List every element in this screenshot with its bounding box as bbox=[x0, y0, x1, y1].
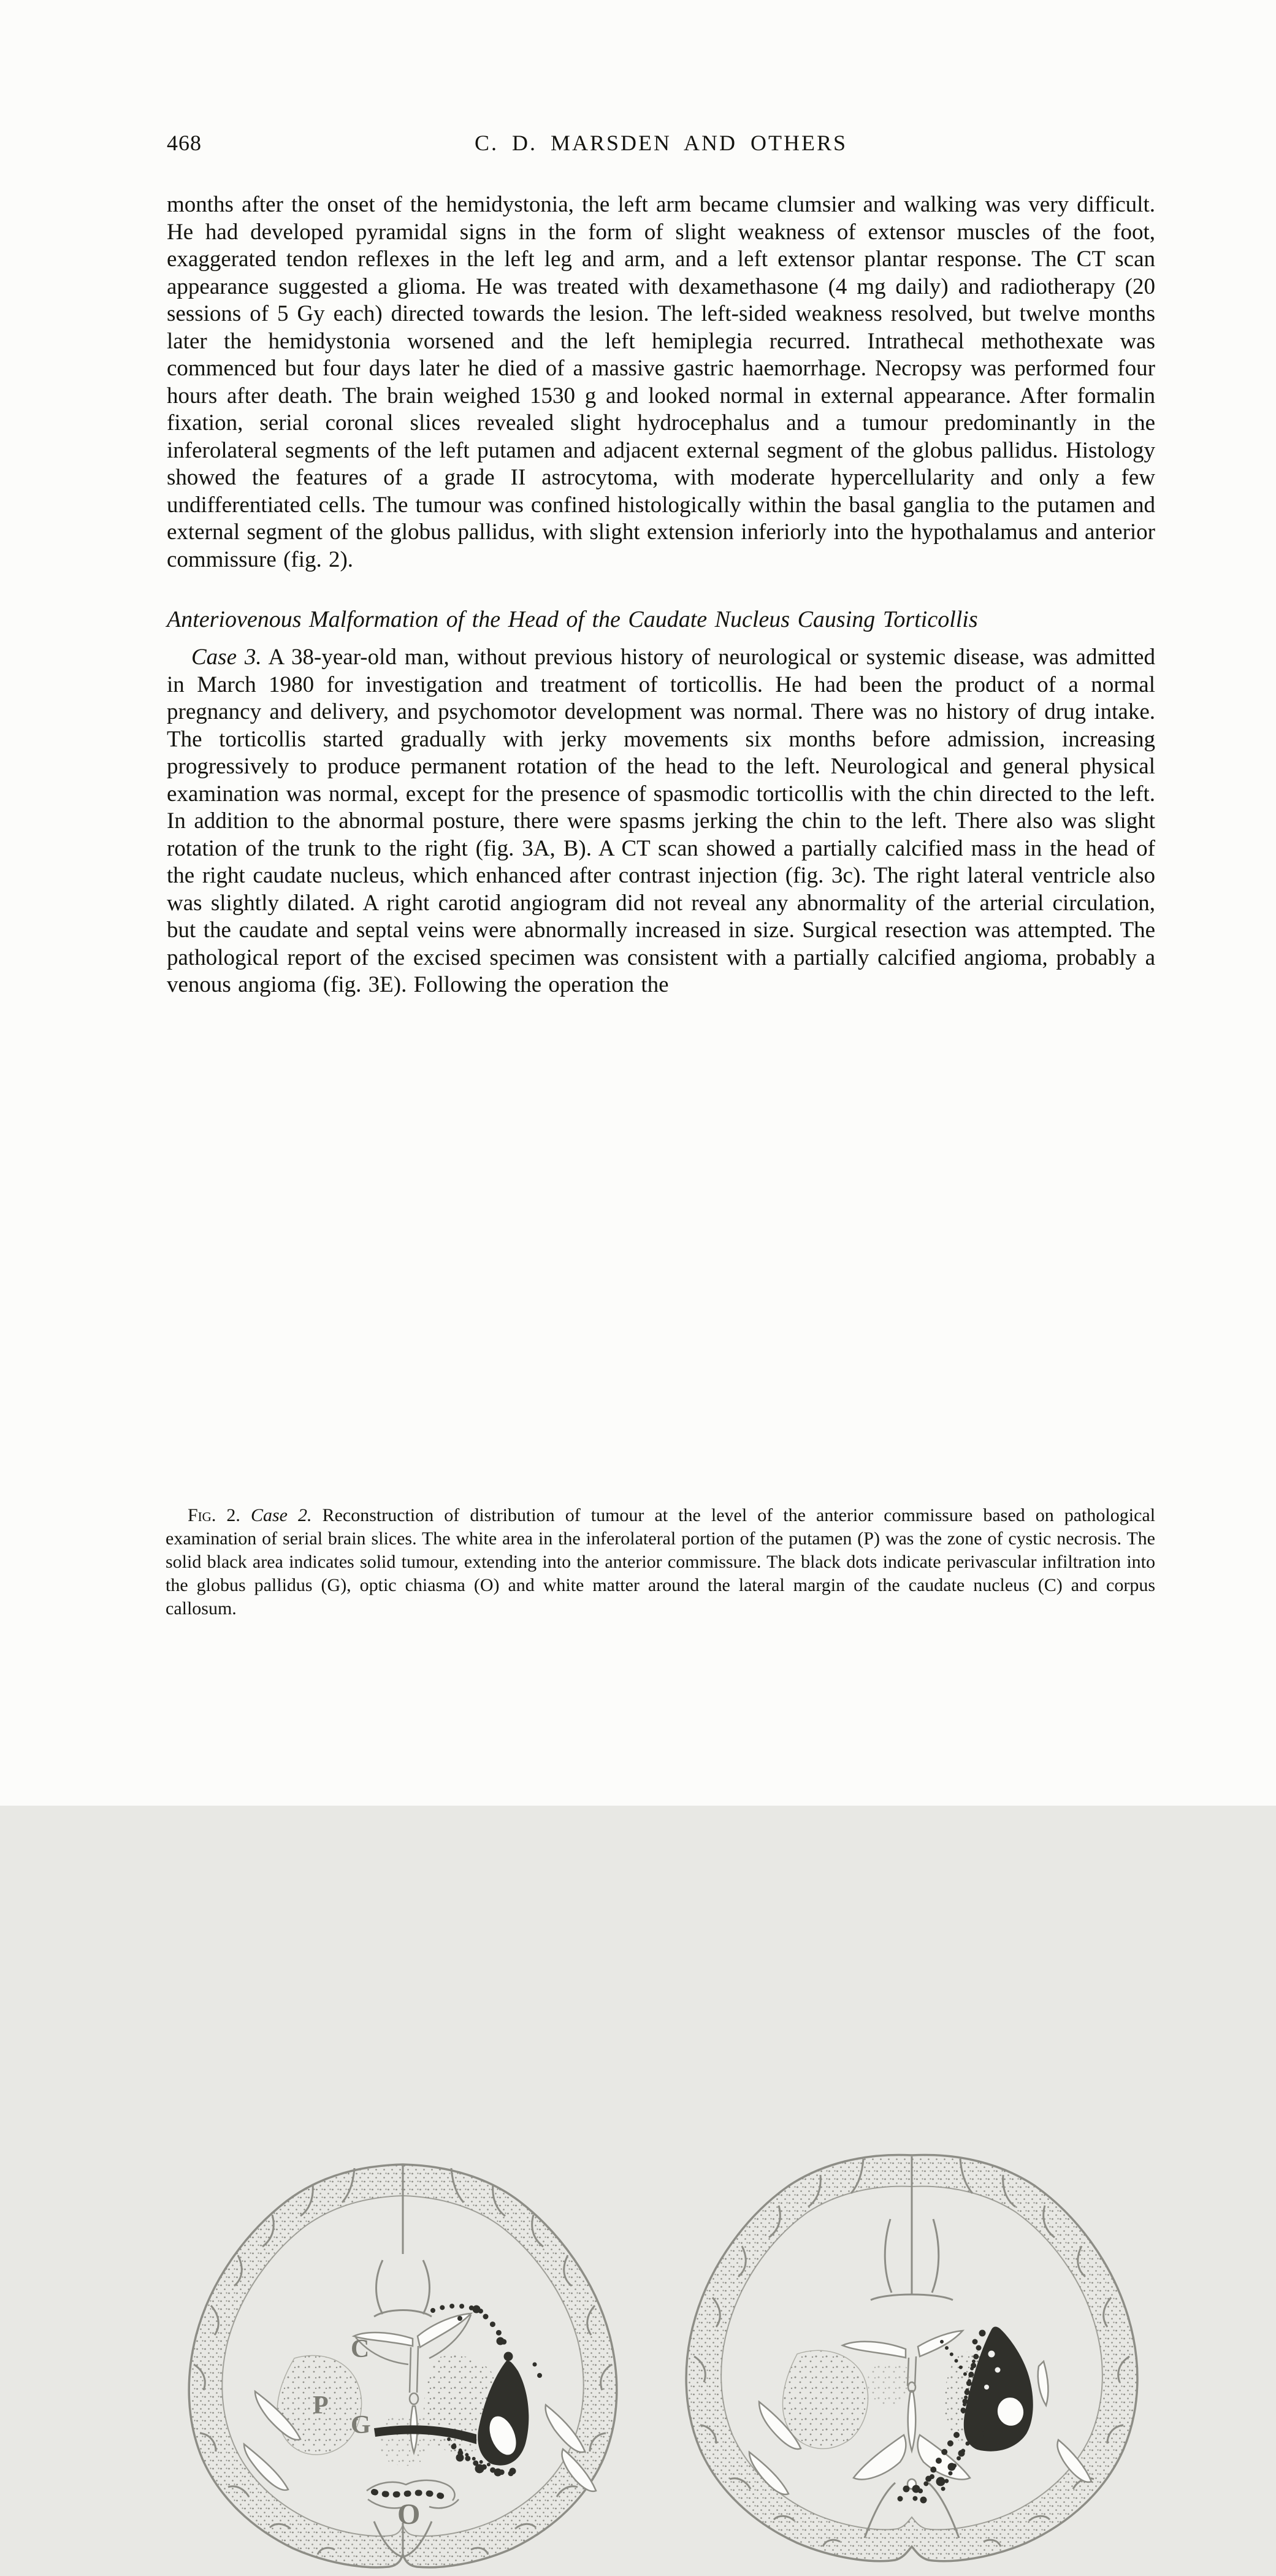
caption-text: Reconstruction of distribution of tumour at the level of the anterior commissure based on pathological examination of serial brain slices. The white area in the inferolateral portion of the putamen (P) was the zone of cystic necrosis. The solid black area indicates solid tumour, extending into the anterior commissure. The black dots indicate perivascular infiltration into the globus pallidus (G), optic chiasma (O) and white matter around the lateral margin of the caudate nucleus (C) and corpus callosum. bbox=[166, 1505, 1156, 1619]
label-globus-pallidus: G bbox=[351, 2411, 371, 2439]
label-optic-chiasma: O bbox=[397, 2498, 421, 2531]
paragraph-case3 bbox=[167, 644, 1155, 999]
figure-2-caption bbox=[166, 1504, 1155, 1620]
running-head: C. D. MARSDEN AND OTHERS bbox=[474, 131, 848, 155]
brain-section-right-drawing bbox=[668, 2145, 1153, 2576]
thalamus-stipple bbox=[381, 2415, 434, 2466]
case3-label: Case 3. bbox=[191, 645, 262, 670]
case3-text: A 38-year-old man, without previous history of neurological or systemic disease, was admitted in March 1980 for investigation and treatment of torticollis. He had been the product of a normal pregnancy and delivery, and psychomotor development was normal. There was no history of drug intake. The torticollis started gradually with jerky movements six months before admission, increasing progressively to produce permanent rotation of the head to the left. Neurological and general physical examination was normal, except for the presence of spasmodic torticollis with the chin directed to the left. In addition to the abnormal posture, there were spasms jerking the chin to the left. There also was slight rotation of the trunk to the right (fig. 3A, B). A CT scan showed a partially calcified mass in the head of the right caudate nucleus, which enhanced after contrast injection (fig. 3c). The right lateral ventricle also was slightly dilated. A right carotid angiogram did not reveal any abnormality of the arterial circulation, but the caudate and septal veins were abnormally increased in size. Surgical resection was attempted. The pathological report of the excised specimen was consistent with a partially calcified angioma, probably a venous angioma (fig. 3E). Following the operation the bbox=[167, 645, 1155, 997]
figure-label: Fig. 2. bbox=[188, 1505, 240, 1525]
section-heading: Anteriovenous Malformation of the Head of the Caudate Nucleus Causing Torticollis bbox=[167, 607, 978, 632]
label-putamen: P bbox=[313, 2391, 329, 2420]
brain-section-left-drawing bbox=[172, 2156, 635, 2575]
basal-ganglia-stipple bbox=[783, 2350, 868, 2448]
tumour-solid bbox=[964, 2327, 1033, 2451]
caption-case-label: Case 2. bbox=[250, 1505, 312, 1525]
paragraph-case2-continuation: months after the onset of the hemidystonia, the left arm became clumsier and walking was very difficult. He had developed pyramidal signs in the form of slight weakness of extensor muscles of the foot, exaggerated tendon reflexes in the left leg and arm, and a left extensor plantar response. The CT scan appearance suggested a glioma. He was treated with dexamethasone (4 mg daily) and radiotherapy (20 sessions of 5 Gy each) directed towards the lesion. The left-sided weakness resolved, but twelve months later the hemidystonia worsened and the left hemiplegia recurred. Intrathecal methothexate was commenced but four days later he died of a massive gastric haemorrhage. Necropsy was performed four hours after death. The brain weighed 1530 g and looked normal in external appearance. After formalin fixation, serial coronal slices revealed slight hydrocephalus and a tumour predominantly in the inferolateral segments of the left putamen and adjacent external segment of the globus pallidus. Histology showed the features of a grade II astrocytoma, with moderate hypercellularity and only a few undifferentiated cells. The tumour was confined histologically within the basal ganglia to the putamen and external segment of the globus pallidus, with slight extension inferiorly into the hypothalamus and anterior commissure (fig. 2). bbox=[167, 192, 1155, 572]
thalamus-stipple bbox=[868, 2363, 909, 2405]
label-caudate: C bbox=[351, 2335, 370, 2363]
page-number: 468 bbox=[167, 131, 202, 155]
